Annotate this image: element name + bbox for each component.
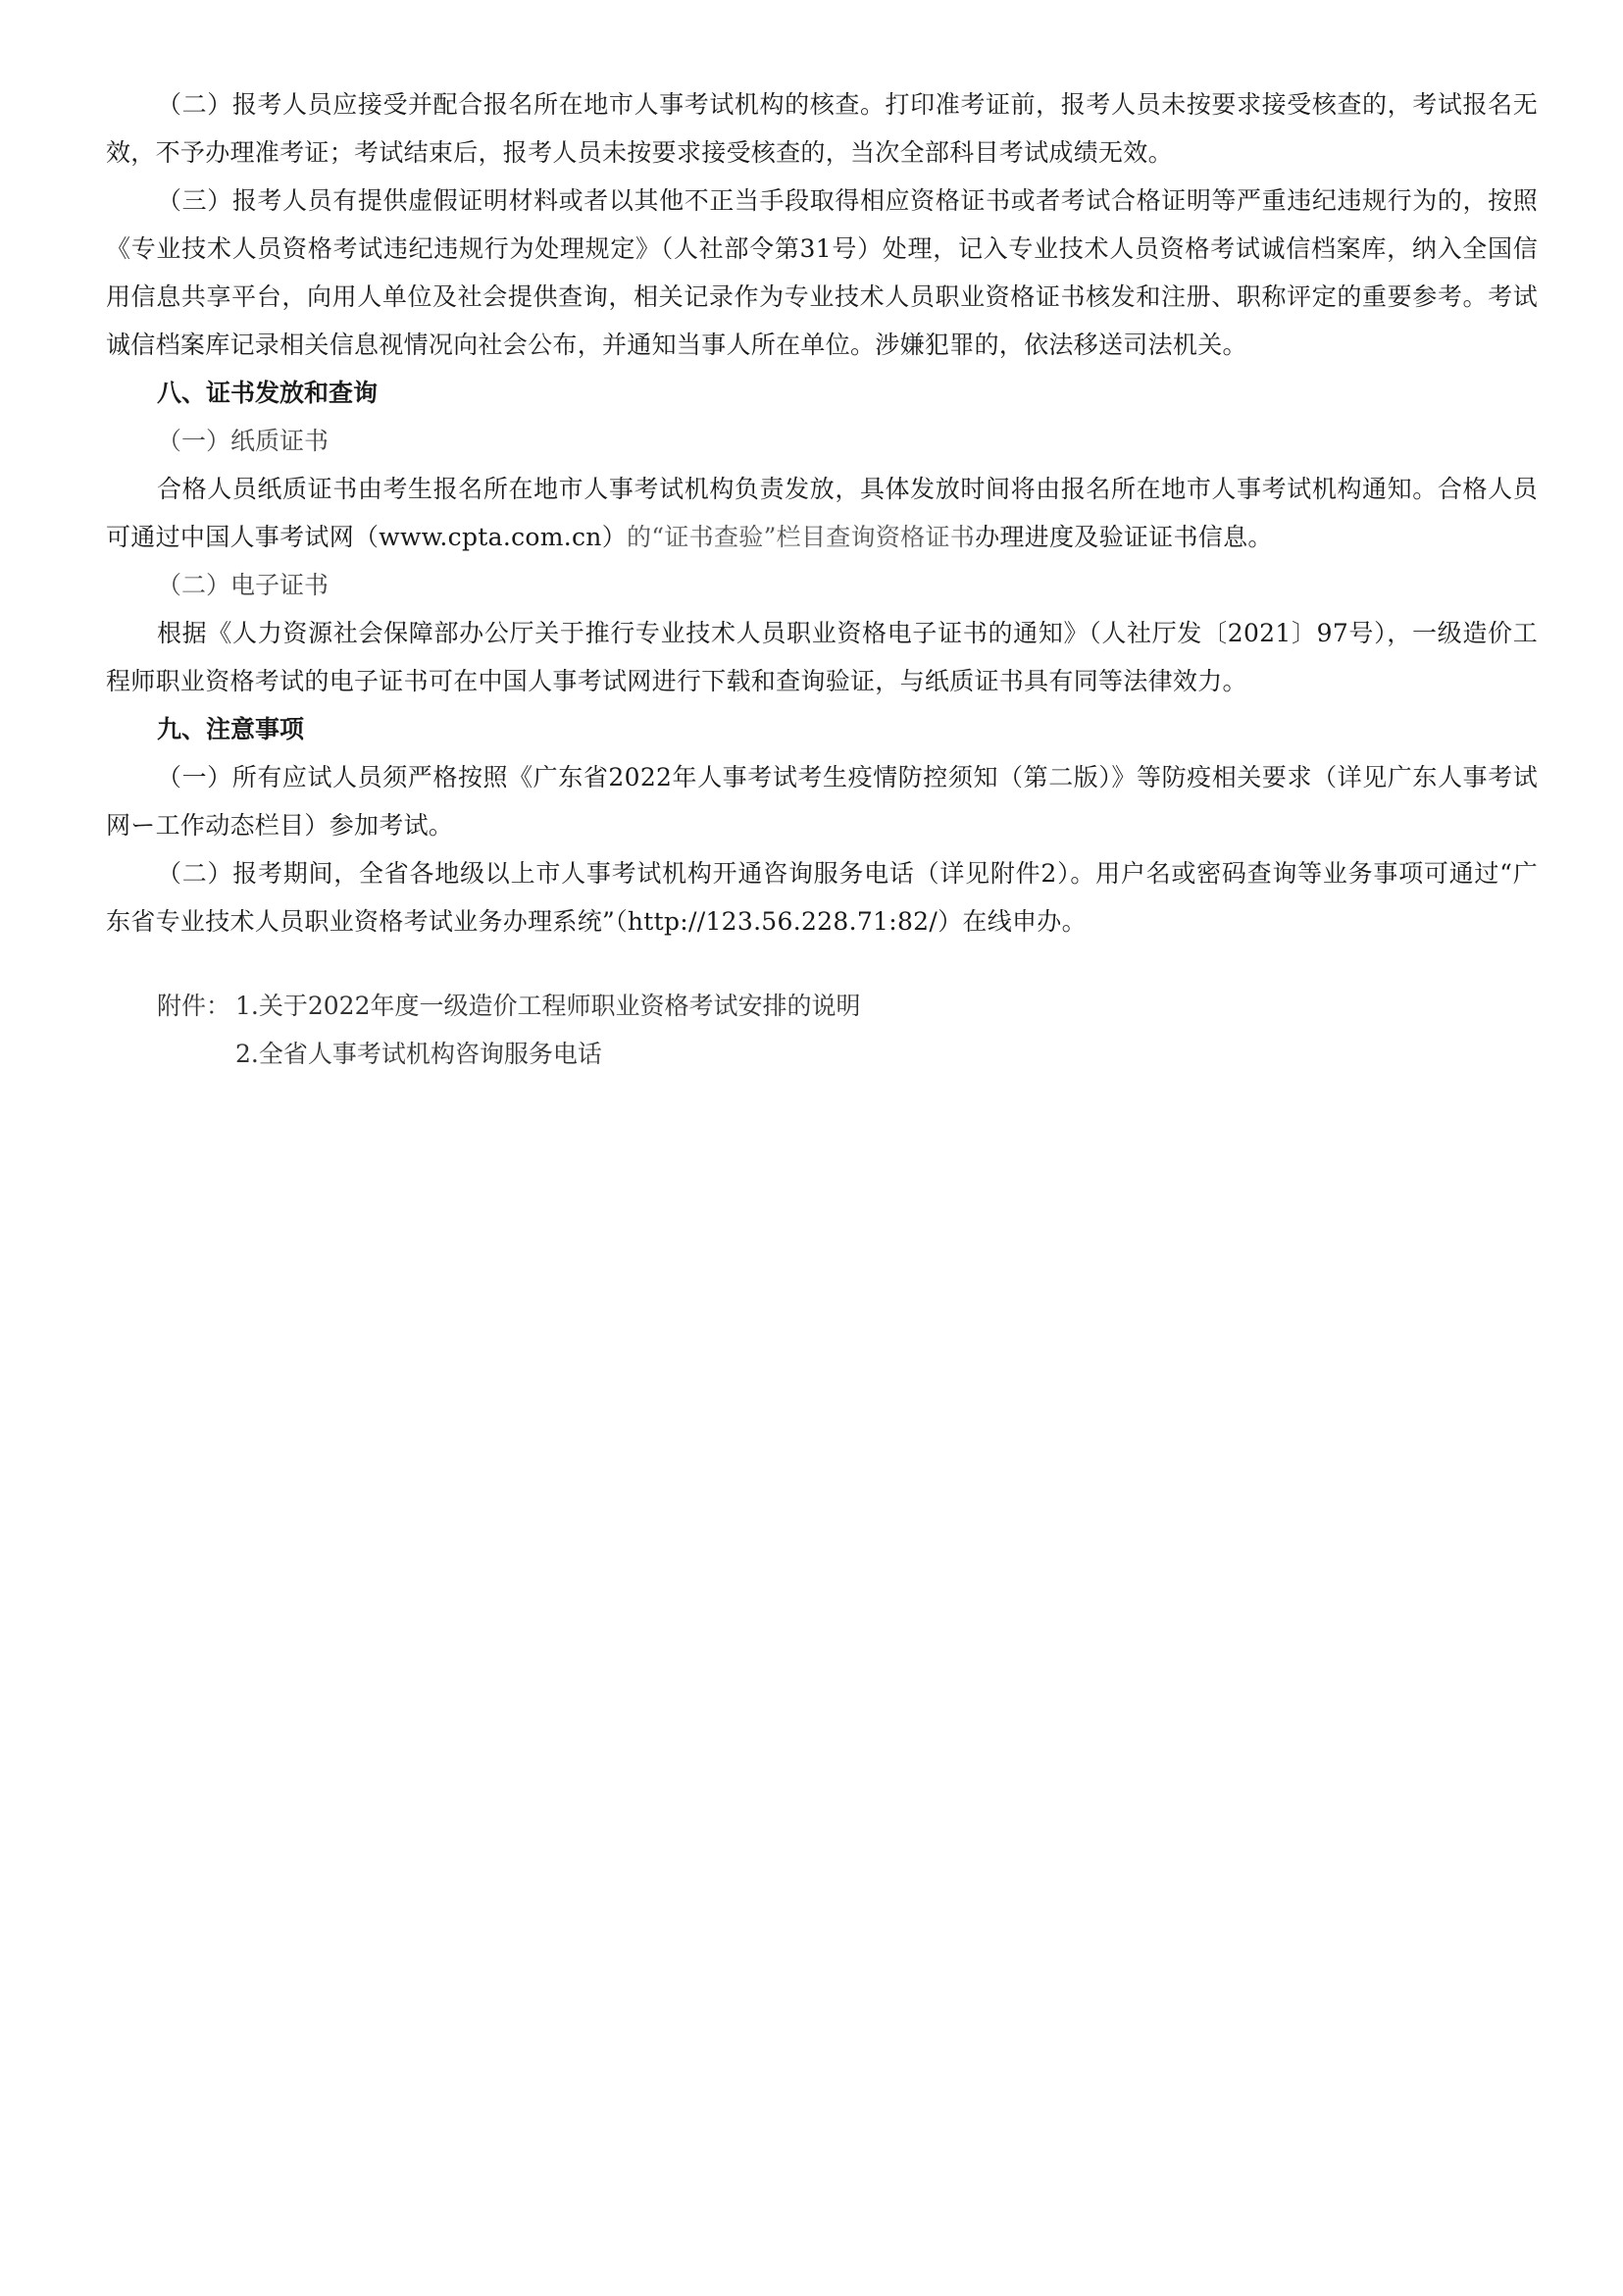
attachment-item-1: 1.关于2022年度一级造价工程师职业资格考试安排的说明 [235, 992, 861, 1020]
paragraph-epidemic-prevention: （一）所有应试人员须严格按照《广东省2022年人事考试考生疫情防控须知（第二版）》等防疫相关要求（详见广东人事考试网ー工作动态栏目）参加考试。 [106, 763, 1538, 840]
attachment-row-2 [106, 1030, 1538, 1078]
paragraph-violations: （三）报考人员有提供虚假证明材料或者以其他不正当手段取得相应资格证书或者考试合格证明等严重违纪违规行为的，按照《专业技术人员资格考试违纪违规行为处理规定》（人社部令第31号）处理，记入专业技术人员资格考试诚信档案库，纳入全国信用信息共享平台，向用人单位及社会提供查询，相关记录作为专业技术人员职业资格证书核发和注册、职称评定的重要参考。考试诚信档案库记录相关信息视情况向社会公布，并通知当事人所在单位。涉嫌犯罪的，依法移送司法机关。 [106, 186, 1538, 359]
paper-cert-text-1: 合格人员纸质证书由考生报名所在地市人事考试机构负责发放，具体发放时间将由报名所在地市人事考试机构通知。合格人员可通过中国人事考试网（www.cpta.com.cn） [106, 475, 1538, 551]
paragraph-consultation: （二）报考期间，全省各地级以上市人事考试机构开通咨询服务电话（详见附件2）。用户名或密码查询等业务事项可通过“广东省专业技术人员职业资格考试业务办理系统”（http://123.56.228.71:82/）在线申办。 [106, 859, 1538, 936]
attachment-item-2: 2.全省人事考试机构咨询服务电话 [235, 1040, 602, 1068]
subheading-electronic-certificate: （二）电子证书 [157, 571, 330, 599]
paragraph-verification: （二）报考人员应接受并配合报名所在地市人事考试机构的核查。打印准考证前，报考人员未按要求接受核查的，考试报名无效，不予办理准考证；考试结束后，报考人员未按要求接受核查的，当次全部科目考试成绩无效。 [106, 90, 1538, 167]
paragraph-electronic-certificate: 根据《人力资源社会保障部办公厅关于推行专业技术人员职业资格电子证书的通知》（人社厅发〔2021〕97号），一级造价工程师职业资格考试的电子证书可在中国人事考试网进行下载和查询验证，与纸质证书具有同等法律效力。 [106, 619, 1538, 695]
section-heading-certificates: 八、证书发放和查询 [157, 379, 379, 407]
document-body [106, 80, 1538, 1078]
attachments-list [106, 982, 1538, 1078]
paper-cert-text-3: 办理进度及验证证书信息。 [975, 523, 1273, 551]
paper-cert-text-2: 的“证书查验”栏目查询资格证书 [627, 523, 976, 551]
attachment-row-1 [106, 982, 1538, 1030]
paragraph-paper-certificate [106, 465, 1538, 561]
subheading-paper-certificate: （一）纸质证书 [157, 427, 330, 455]
attachments-label: 附件： [157, 992, 231, 1020]
section-heading-notes: 九、注意事项 [157, 715, 305, 743]
